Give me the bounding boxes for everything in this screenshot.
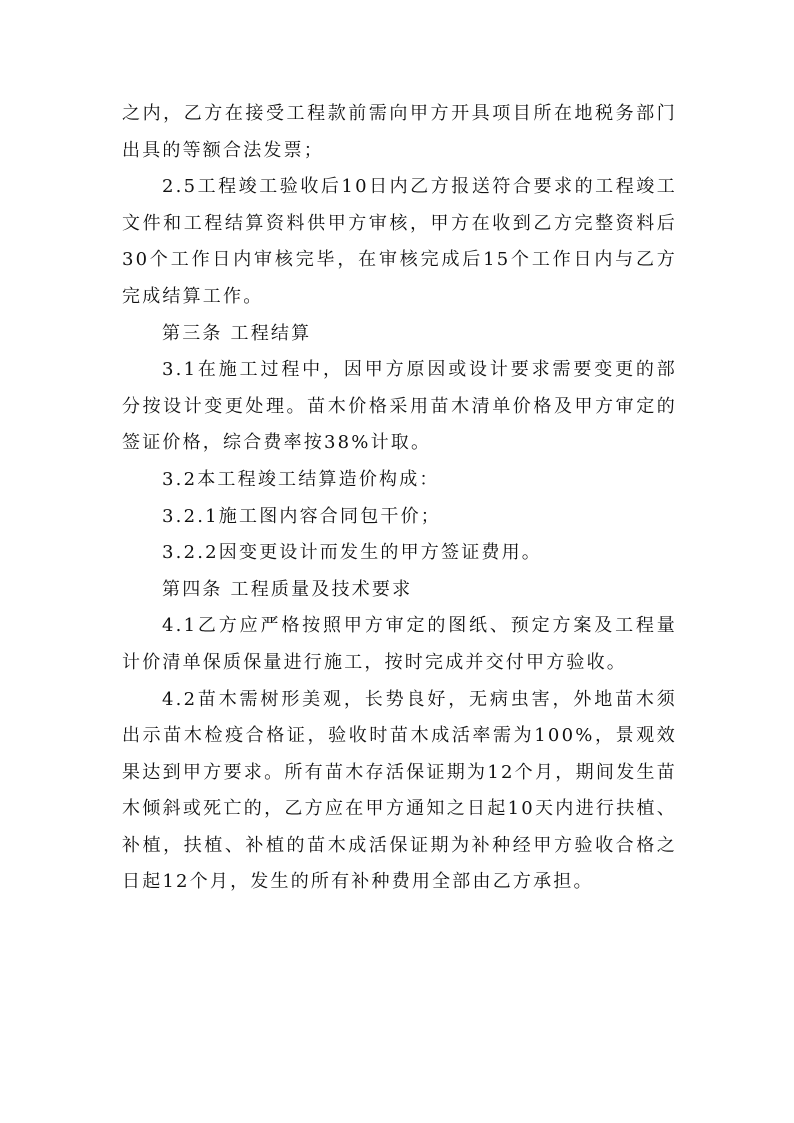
paragraph-4-2: 4.2苗木需树形美观，长势良好，无病虫害，外地苗木须出示苗木检疫合格证，验收时苗木成活率需为100%，景观效果达到甲方要求。所有苗木存活保证期为12个月，期间发生苗木倾斜或死亡的，乙方应在甲方通知之日起10天内进行扶植、补植，扶植、补植的苗木成活保证期为补种经甲方验收合格之日起12个月，发生的所有补种费用全部由乙方承担。 [122, 688, 677, 893]
paragraph-4-1: 4.1乙方应严格按照甲方审定的图纸、预定方案及工程量计价清单保质保量进行施工，按时完成并交付甲方验收。 [122, 615, 677, 673]
paragraph-continuation: 之内，乙方在接受工程款前需向甲方开具项目所在地税务部门出具的等额合法发票； [122, 103, 677, 161]
section-heading-article-4: 第四条 工程质量及技术要求 [162, 578, 413, 600]
paragraph-3-2-2: 3.2.2因变更设计而发生的甲方签证费用。 [162, 542, 542, 564]
paragraph-3-1: 3.1在施工过程中，因甲方原因或设计要求需要变更的部分按设计变更处理。苗木价格采用苗木清单价格及甲方审定的签证价格，综合费率按38%计取。 [122, 359, 677, 454]
paragraph-3-2: 3.2本工程竣工结算造价构成： [162, 468, 440, 490]
section-heading-article-3: 第三条 工程结算 [162, 322, 312, 344]
paragraph-3-2-1: 3.2.1施工图内容合同包干价； [162, 505, 441, 527]
paragraph-2-5: 2.5工程竣工验收后10日内乙方报送符合要求的工程竣工文件和工程结算资料供甲方审核，甲方在收到乙方完整资料后30个工作日内审核完毕，在审核完成后15个工作日内与乙方完成结算工作。 [122, 176, 677, 307]
document-body [122, 96, 677, 901]
